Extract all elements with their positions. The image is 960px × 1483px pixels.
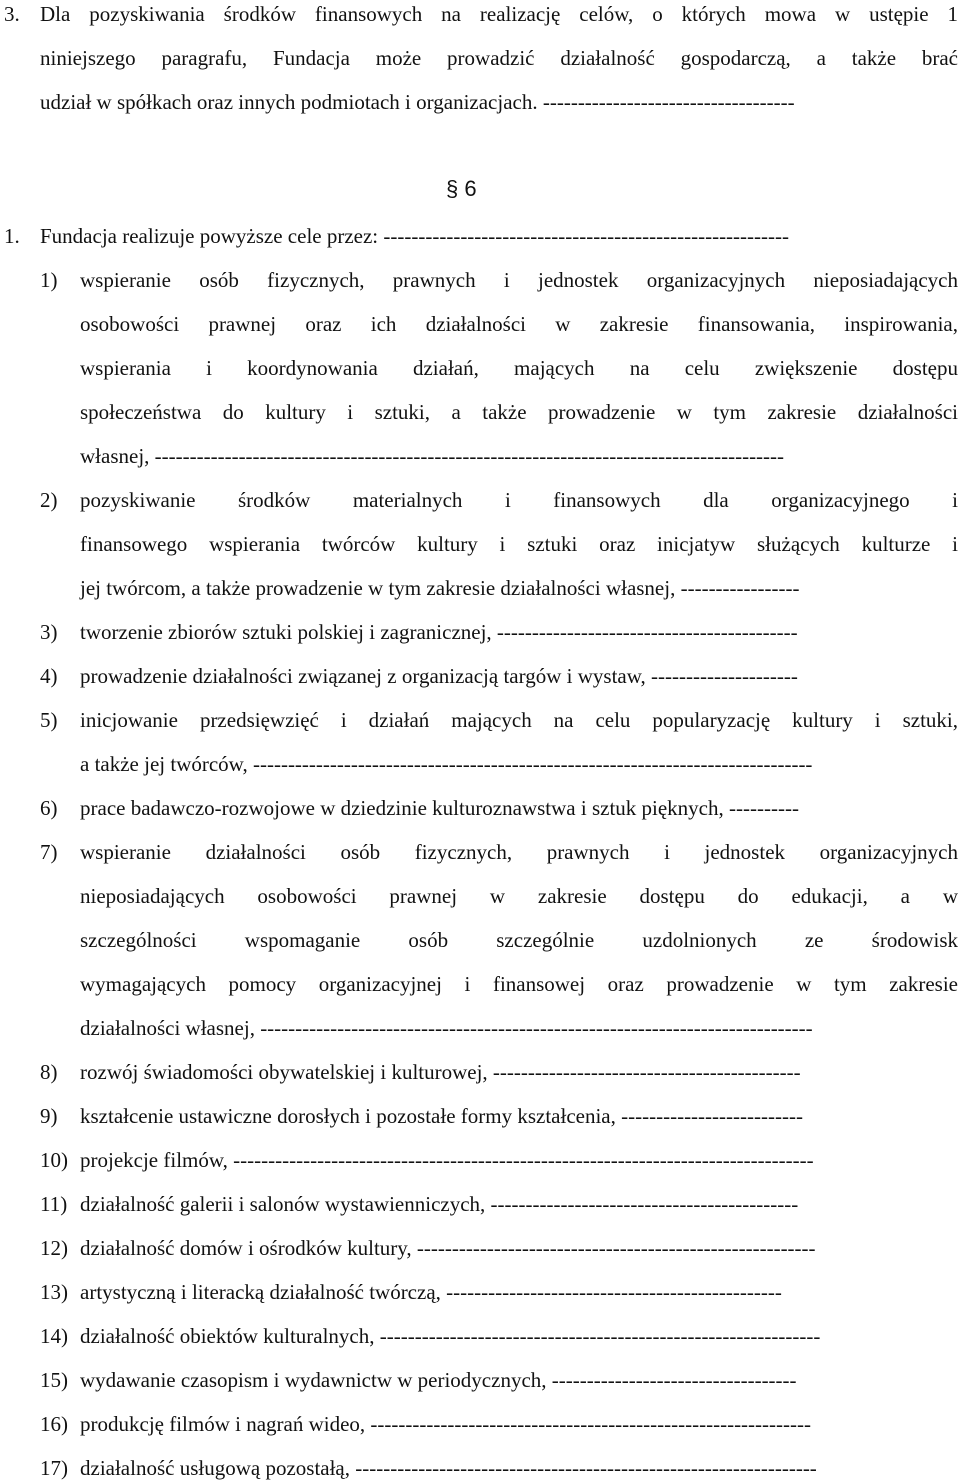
list-item-line: działalność domów i ośrodków kultury, --------------------------------------------------------- xyxy=(80,1236,816,1260)
list-item-line: własnej, ------------------------------------------------------------------------------------------ xyxy=(80,444,785,468)
list-item-line: prowadzenie działalności związanej z organizacją targów i wystaw, --------------------- xyxy=(80,664,798,688)
list-item-number: 14) xyxy=(40,1324,68,1348)
list-item-number: 2) xyxy=(40,488,58,512)
list-item-number: 3) xyxy=(40,620,58,644)
list-item-line: wspierania i koordynowania działań, mających na celu zwiększenie dostępu xyxy=(80,356,958,380)
list-item-line: kształcenie ustawiczne dorosłych i pozostałe formy kształcenia, -------------------------- xyxy=(80,1104,803,1128)
list-item-number: 15) xyxy=(40,1368,68,1392)
list-item-number: 17) xyxy=(40,1456,68,1480)
list-item-line: działalności własnej, ------------------------------------------------------------------------------- xyxy=(80,1016,813,1040)
list-item-line: działalność obiektów kulturalnych, --------------------------------------------------------------- xyxy=(80,1324,821,1348)
list-item-line: inicjowanie przedsięwzięć i działań mających na celu popularyzację kultury i sztuki, xyxy=(80,708,958,732)
list-item-line: rozwój świadomości obywatelskiej i kulturowej, -------------------------------------------- xyxy=(80,1060,801,1084)
list-item-line: prace badawczo-rozwojowe w dziedzinie kulturoznawstwa i sztuk pięknych, ---------- xyxy=(80,796,799,820)
list-item-number: 16) xyxy=(40,1412,68,1436)
section-number: 6 xyxy=(464,176,477,201)
list-item-line: działalność usługową pozostałą, ------------------------------------------------------------------ xyxy=(80,1456,817,1480)
list-item-number: 12) xyxy=(40,1236,68,1260)
list-item-number: 1) xyxy=(40,268,58,292)
list-item-number: 9) xyxy=(40,1104,58,1128)
list-item-line: osobowości prawnej oraz ich działalności w zakresie finansowania, inspirowania, xyxy=(80,312,958,336)
list-item-line: społeczeństwa do kultury i sztuki, a także prowadzenie w tym zakresie działalności xyxy=(80,400,958,424)
list-item-line: pozyskiwanie środków materialnych i finansowych dla organizacyjnego i xyxy=(80,488,958,512)
list-item-number: 5) xyxy=(40,708,58,732)
section-symbol: § xyxy=(446,176,459,201)
list-item-number: 13) xyxy=(40,1280,68,1304)
list-item-line: wspieranie osób fizycznych, prawnych i jednostek organizacyjnych nieposiadających xyxy=(80,268,958,292)
list-item-number: 7) xyxy=(40,840,58,864)
list-item-line: artystyczną i literacką działalność twórczą, ------------------------------------------------ xyxy=(80,1280,782,1304)
list-item-line: tworzenie zbiorów sztuki polskiej i zagranicznej, ------------------------------------------- xyxy=(80,620,798,644)
list-item-line: finansowego wspierania twórców kultury i sztuki oraz inicjatyw służących kulturze i xyxy=(80,532,958,556)
list-item-number: 8) xyxy=(40,1060,58,1084)
paragraph-number: 1. xyxy=(4,224,20,248)
list-item-line: produkcję filmów i nagrań wideo, --------------------------------------------------------------- xyxy=(80,1412,811,1436)
list-item-line: wspieranie działalności osób fizycznych, prawnych i jednostek organizacyjnych xyxy=(80,840,958,864)
list-item-number: 11) xyxy=(40,1192,68,1216)
paragraph-number: 3. xyxy=(4,2,20,26)
list-item-line: szczególności wspomaganie osób szczególnie uzdolnionych ze środowisk xyxy=(80,928,958,952)
paragraph-intro: Fundacja realizuje powyższe cele przez: ---------------------------------------------------------- xyxy=(40,224,789,248)
list-item-line: wymagających pomocy organizacyjnej i finansowej oraz prowadzenie w tym zakresie xyxy=(80,972,958,996)
list-item-line: a także jej twórców, -------------------------------------------------------------------------------- xyxy=(80,752,813,776)
list-item-line: projekcje filmów, ----------------------------------------------------------------------------------- xyxy=(80,1148,814,1172)
list-item-number: 4) xyxy=(40,664,58,688)
section-heading xyxy=(446,178,477,200)
list-item-line: nieposiadających osobowości prawnej w zakresie dostępu do edukacji, a w xyxy=(80,884,958,908)
paragraph-text-line: udział w spółkach oraz innych podmiotach i organizacjach. ------------------------------------ xyxy=(40,90,795,114)
list-item-line: działalność galerii i salonów wystawienniczych, -------------------------------------------- xyxy=(80,1192,799,1216)
list-item-line: wydawanie czasopism i wydawnictw w periodycznych, ----------------------------------- xyxy=(80,1368,797,1392)
list-item-line: jej twórcom, a także prowadzenie w tym zakresie działalności własnej, ----------------- xyxy=(80,576,800,600)
list-item-number: 10) xyxy=(40,1148,68,1172)
list-item-number: 6) xyxy=(40,796,58,820)
paragraph-text-line: Dla pozyskiwania środków finansowych na realizację celów, o których mowa w ustępie 1 xyxy=(40,2,958,26)
paragraph-text-line: niniejszego paragrafu, Fundacja może prowadzić działalność gospodarczą, a także brać xyxy=(40,46,958,70)
